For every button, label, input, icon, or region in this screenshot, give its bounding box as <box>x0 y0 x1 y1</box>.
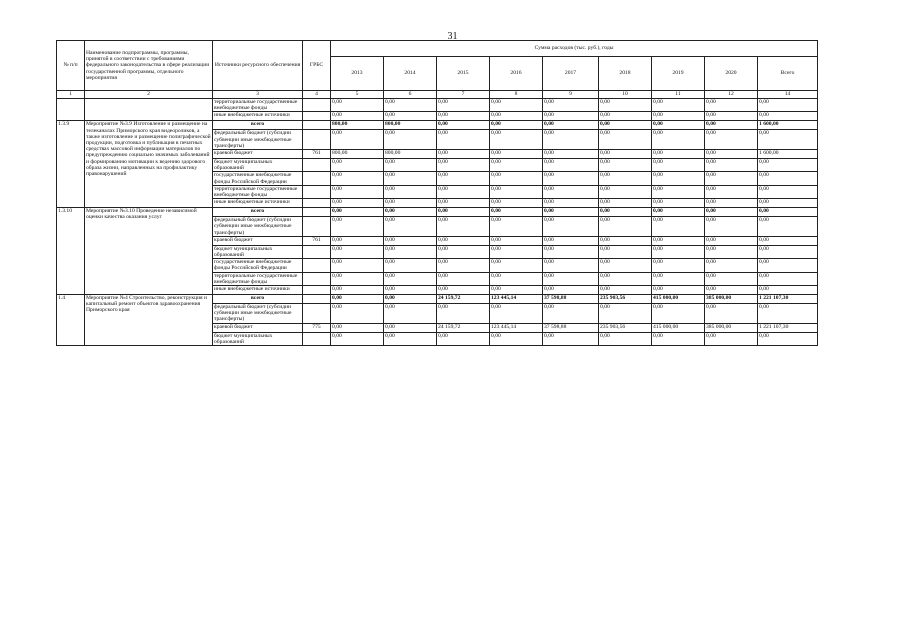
row-source: краевой бюджет <box>213 150 303 159</box>
row-value: 0,00 <box>652 150 705 159</box>
row-grbs: 761 <box>303 150 331 159</box>
row-value: 0,00 <box>543 150 599 159</box>
row-value: 0,00 <box>331 172 384 185</box>
row-grbs <box>303 208 331 217</box>
row-value: 0,00 <box>599 217 652 237</box>
column-number: 3 <box>213 91 303 99</box>
row-value: 0,00 <box>543 159 599 172</box>
row-value: 1 221 107,30 <box>758 295 818 304</box>
row-grbs <box>303 217 331 237</box>
header-year: 2014 <box>384 57 437 91</box>
column-number: 9 <box>543 91 599 99</box>
row-value: 385 000,00 <box>705 323 758 332</box>
row-value: 0,00 <box>652 332 705 345</box>
row-value: 0,00 <box>652 199 705 208</box>
row-value: 0,00 <box>490 245 543 258</box>
row-value: 123 445,14 <box>490 295 543 304</box>
row-value: 0,00 <box>384 286 437 295</box>
row-value: 0,00 <box>384 295 437 304</box>
column-number: 4 <box>303 91 331 99</box>
row-value: 0,00 <box>705 332 758 345</box>
row-value: 1 221 107,30 <box>758 323 818 332</box>
row-value: 0,00 <box>384 217 437 237</box>
row-value: 0,00 <box>599 199 652 208</box>
row-grbs <box>303 99 331 112</box>
row-value: 415 000,00 <box>652 295 705 304</box>
row-grbs <box>303 172 331 185</box>
row-value: 0,00 <box>599 112 652 121</box>
row-source: территориальные государственные внебюджетные фонды <box>213 185 303 198</box>
row-value: 0,00 <box>758 236 818 245</box>
row-value: 0,00 <box>705 272 758 285</box>
row-value: 0,00 <box>331 185 384 198</box>
row-value: 0,00 <box>490 150 543 159</box>
row-value: 0,00 <box>437 99 490 112</box>
row-value: 0,00 <box>652 159 705 172</box>
row-value: 0,00 <box>331 236 384 245</box>
row-source: территориальные государственные внебюджетные фонды <box>213 99 303 112</box>
row-value: 0,00 <box>490 217 543 237</box>
header-year: 2018 <box>599 57 652 91</box>
row-value: 123 445,14 <box>490 323 543 332</box>
row-value: 0,00 <box>758 217 818 237</box>
row-value: 0,00 <box>384 99 437 112</box>
row-value: 0,00 <box>758 272 818 285</box>
row-value: 0,00 <box>652 130 705 150</box>
row-source: иные внебюджетные источники <box>213 112 303 121</box>
row-value: 0,00 <box>437 236 490 245</box>
table-row <box>57 295 818 304</box>
row-value: 0,00 <box>490 259 543 272</box>
row-value: 0,00 <box>652 99 705 112</box>
row-value: 0,00 <box>758 304 818 324</box>
row-source: федеральный бюджет (субсидии субвенции иные межбюджетные трансферты) <box>213 217 303 237</box>
column-number: 5 <box>331 91 384 99</box>
row-grbs <box>303 185 331 198</box>
row-number: 1.3.10 <box>57 208 85 295</box>
row-value: 0,00 <box>437 130 490 150</box>
row-value: 1 600,00 <box>758 121 818 130</box>
row-value: 0,00 <box>331 323 384 332</box>
row-value: 0,00 <box>490 272 543 285</box>
column-number: 10 <box>599 91 652 99</box>
column-number: 12 <box>705 91 758 99</box>
row-value: 37 598,88 <box>543 323 599 332</box>
row-value: 0,00 <box>705 259 758 272</box>
row-value: 0,00 <box>758 185 818 198</box>
row-value: 0,00 <box>543 185 599 198</box>
column-number: 8 <box>490 91 543 99</box>
row-value: 0,00 <box>652 172 705 185</box>
row-value: 0,00 <box>705 217 758 237</box>
table-row <box>57 121 818 130</box>
row-value: 0,00 <box>490 332 543 345</box>
row-source: всего <box>213 208 303 217</box>
row-value: 0,00 <box>543 286 599 295</box>
row-value: 0,00 <box>437 185 490 198</box>
header-name: Наименование подпрограммы, программы, принятой в соответствии с требованиями федерального законодательства в сфере реализации государственной программы, отдельного мероприятия <box>85 41 213 91</box>
row-value: 0,00 <box>437 199 490 208</box>
row-value: 0,00 <box>705 304 758 324</box>
column-number: 1 <box>57 91 85 99</box>
row-value: 0,00 <box>705 208 758 217</box>
row-value: 0,00 <box>599 130 652 150</box>
row-value: 235 903,56 <box>599 323 652 332</box>
row-value: 0,00 <box>490 112 543 121</box>
row-value: 0,00 <box>384 236 437 245</box>
column-number: 6 <box>384 91 437 99</box>
row-number: 1.4 <box>57 295 85 346</box>
row-number <box>57 99 85 121</box>
row-value: 0,00 <box>652 112 705 121</box>
row-grbs <box>303 272 331 285</box>
row-value: 0,00 <box>384 185 437 198</box>
row-value: 0,00 <box>331 208 384 217</box>
row-value: 0,00 <box>490 121 543 130</box>
row-value: 0,00 <box>599 121 652 130</box>
row-value: 0,00 <box>599 185 652 198</box>
row-value: 0,00 <box>490 304 543 324</box>
row-value: 0,00 <box>652 259 705 272</box>
row-value: 1 600,00 <box>758 150 818 159</box>
row-name: Мероприятие №3.9 Изготовление и размещение на телеканалах Приморского края видеороликов, а также изготовление и размещение полиграфической продукции, подготовка и публикация в печатных средствах массовой информации материалов по предупреждению социально значимых заболеваний и формированию мотивации к ведению здорового образа жизни, направленных на профилактику правонарушений <box>85 121 213 208</box>
row-grbs <box>303 332 331 345</box>
row-value: 0,00 <box>437 286 490 295</box>
row-value: 0,00 <box>490 185 543 198</box>
row-value: 0,00 <box>490 286 543 295</box>
row-value: 0,00 <box>758 159 818 172</box>
row-value: 0,00 <box>705 130 758 150</box>
row-value: 0,00 <box>384 112 437 121</box>
row-value: 0,00 <box>758 245 818 258</box>
row-value: 0,00 <box>384 159 437 172</box>
row-value: 0,00 <box>599 286 652 295</box>
header-year: 2020 <box>705 57 758 91</box>
row-source: иные внебюджетные источники <box>213 286 303 295</box>
row-value: 0,00 <box>331 304 384 324</box>
row-value: 0,00 <box>758 332 818 345</box>
row-number: 1.3.9 <box>57 121 85 208</box>
header-year: 2016 <box>490 57 543 91</box>
row-value: 0,00 <box>599 304 652 324</box>
row-name: Мероприятие №3.10 Проведение независимой оценки качества оказания услуг <box>85 208 213 295</box>
row-value: 0,00 <box>331 130 384 150</box>
row-value: 0,00 <box>331 286 384 295</box>
row-source: федеральный бюджет (субсидии субвенции иные межбюджетные трансферты) <box>213 130 303 150</box>
row-value: 0,00 <box>599 99 652 112</box>
header-year: 2017 <box>543 57 599 91</box>
row-value: 0,00 <box>543 208 599 217</box>
row-value: 0,00 <box>652 272 705 285</box>
row-value: 0,00 <box>599 272 652 285</box>
row-value: 0,00 <box>437 217 490 237</box>
row-source: всего <box>213 121 303 130</box>
row-value: 0,00 <box>758 99 818 112</box>
row-grbs <box>303 295 331 304</box>
row-grbs <box>303 159 331 172</box>
header-year: 2019 <box>652 57 705 91</box>
row-grbs <box>303 304 331 324</box>
row-grbs <box>303 121 331 130</box>
row-value: 0,00 <box>543 99 599 112</box>
row-value: 0,00 <box>331 217 384 237</box>
row-value: 0,00 <box>437 121 490 130</box>
column-number: 14 <box>758 91 818 99</box>
row-value: 0,00 <box>543 245 599 258</box>
table-row <box>57 99 818 112</box>
row-name: Мероприятие №4 Строительство, реконструкция и капитальный ремонт объектов здравоохранения Приморского края <box>85 295 213 346</box>
row-value: 0,00 <box>437 112 490 121</box>
row-value: 0,00 <box>437 172 490 185</box>
row-value: 0,00 <box>437 259 490 272</box>
header-sum: Сумма расходов (тыс. руб.), годы <box>331 41 818 57</box>
row-grbs <box>303 286 331 295</box>
row-value: 0,00 <box>384 172 437 185</box>
row-value: 0,00 <box>384 272 437 285</box>
row-source: федеральный бюджет (субсидии субвенции иные межбюджетные трансферты) <box>213 304 303 324</box>
row-value: 37 598,88 <box>543 295 599 304</box>
row-value: 0,00 <box>652 304 705 324</box>
row-value: 0,00 <box>490 159 543 172</box>
row-value: 0,00 <box>384 259 437 272</box>
row-value: 0,00 <box>758 259 818 272</box>
row-value: 0,00 <box>758 130 818 150</box>
page-number: 31 <box>447 31 458 42</box>
row-grbs <box>303 112 331 121</box>
row-value: 0,00 <box>384 208 437 217</box>
row-value: 0,00 <box>758 208 818 217</box>
row-value: 0,00 <box>652 121 705 130</box>
row-value: 0,00 <box>490 172 543 185</box>
row-grbs <box>303 259 331 272</box>
row-value: 0,00 <box>652 208 705 217</box>
row-value: 0,00 <box>599 245 652 258</box>
row-grbs <box>303 199 331 208</box>
row-source: государственные внебюджетные фонды Российской Федерации <box>213 172 303 185</box>
row-value: 0,00 <box>384 245 437 258</box>
row-value: 0,00 <box>543 172 599 185</box>
table-row <box>57 208 818 217</box>
row-source: краевой бюджет <box>213 323 303 332</box>
row-value: 0,00 <box>705 172 758 185</box>
row-value: 0,00 <box>599 150 652 159</box>
header-year: 2015 <box>437 57 490 91</box>
row-value: 0,00 <box>490 99 543 112</box>
row-value: 0,00 <box>705 286 758 295</box>
row-source: всего <box>213 295 303 304</box>
row-value: 0,00 <box>652 286 705 295</box>
row-value: 0,00 <box>331 99 384 112</box>
row-value: 800,00 <box>384 150 437 159</box>
row-value: 0,00 <box>543 199 599 208</box>
column-number: 7 <box>437 91 490 99</box>
row-value: 0,00 <box>705 99 758 112</box>
row-value: 0,00 <box>705 245 758 258</box>
row-source: бюджет муниципальных образований <box>213 332 303 345</box>
row-value: 800,00 <box>331 121 384 130</box>
row-value: 800,00 <box>331 150 384 159</box>
row-grbs <box>303 130 331 150</box>
row-value: 0,00 <box>543 130 599 150</box>
row-value: 0,00 <box>384 332 437 345</box>
row-value: 0,00 <box>331 245 384 258</box>
row-value: 0,00 <box>384 304 437 324</box>
row-value: 0,00 <box>705 185 758 198</box>
expenses-table <box>56 40 818 346</box>
row-value: 0,00 <box>437 304 490 324</box>
row-value: 0,00 <box>437 332 490 345</box>
row-value: 0,00 <box>331 272 384 285</box>
row-value: 0,00 <box>331 199 384 208</box>
row-value: 0,00 <box>705 159 758 172</box>
row-value: 0,00 <box>384 199 437 208</box>
row-value: 0,00 <box>652 236 705 245</box>
row-value: 0,00 <box>331 295 384 304</box>
row-value: 0,00 <box>490 236 543 245</box>
header-year: Всего <box>758 57 818 91</box>
row-value: 0,00 <box>331 259 384 272</box>
row-value: 800,00 <box>384 121 437 130</box>
row-value: 0,00 <box>705 112 758 121</box>
row-value: 0,00 <box>543 236 599 245</box>
row-value: 0,00 <box>331 332 384 345</box>
column-number: 2 <box>85 91 213 99</box>
row-value: 0,00 <box>543 121 599 130</box>
row-value: 0,00 <box>437 208 490 217</box>
row-source: бюджет муниципальных образований <box>213 159 303 172</box>
header-year: 2013 <box>331 57 384 91</box>
row-value: 0,00 <box>384 323 437 332</box>
row-source: бюджет муниципальных образований <box>213 245 303 258</box>
row-source: территориальные государственные внебюджетные фонды <box>213 272 303 285</box>
row-grbs: 761 <box>303 236 331 245</box>
row-value: 0,00 <box>652 185 705 198</box>
row-source: краевой бюджет <box>213 236 303 245</box>
row-value: 0,00 <box>543 112 599 121</box>
row-value: 235 903,56 <box>599 295 652 304</box>
row-source: государственные внебюджетные фонды Российской Федерации <box>213 259 303 272</box>
row-value: 0,00 <box>599 159 652 172</box>
row-value: 0,00 <box>758 172 818 185</box>
row-value: 0,00 <box>599 208 652 217</box>
row-value: 0,00 <box>705 121 758 130</box>
row-value: 24 159,72 <box>437 295 490 304</box>
row-name <box>85 99 213 121</box>
row-value: 0,00 <box>543 259 599 272</box>
row-value: 385 000,00 <box>705 295 758 304</box>
row-value: 0,00 <box>490 130 543 150</box>
row-grbs: 775 <box>303 323 331 332</box>
row-value: 0,00 <box>599 236 652 245</box>
header-grbs: ГРБС <box>303 41 331 91</box>
row-value: 0,00 <box>331 112 384 121</box>
row-value: 0,00 <box>705 199 758 208</box>
row-value: 0,00 <box>331 159 384 172</box>
row-value: 24 159,72 <box>437 323 490 332</box>
row-value: 415 000,00 <box>652 323 705 332</box>
row-value: 0,00 <box>490 199 543 208</box>
row-value: 0,00 <box>543 272 599 285</box>
column-number: 11 <box>652 91 705 99</box>
row-value: 0,00 <box>437 159 490 172</box>
row-value: 0,00 <box>599 259 652 272</box>
row-value: 0,00 <box>543 304 599 324</box>
row-value: 0,00 <box>437 245 490 258</box>
header-num: № п/п <box>57 41 85 91</box>
row-value: 0,00 <box>705 236 758 245</box>
row-value: 0,00 <box>437 272 490 285</box>
row-value: 0,00 <box>758 199 818 208</box>
row-value: 0,00 <box>437 150 490 159</box>
row-value: 0,00 <box>652 217 705 237</box>
row-value: 0,00 <box>599 332 652 345</box>
row-value: 0,00 <box>758 286 818 295</box>
row-value: 0,00 <box>384 130 437 150</box>
row-value: 0,00 <box>705 150 758 159</box>
row-value: 0,00 <box>543 332 599 345</box>
row-value: 0,00 <box>652 245 705 258</box>
row-value: 0,00 <box>758 112 818 121</box>
row-value: 0,00 <box>490 208 543 217</box>
row-value: 0,00 <box>599 172 652 185</box>
row-source: иные внебюджетные источники <box>213 199 303 208</box>
header-source: Источники ресурсного обеспечения <box>213 41 303 91</box>
row-value: 0,00 <box>543 217 599 237</box>
row-grbs <box>303 245 331 258</box>
